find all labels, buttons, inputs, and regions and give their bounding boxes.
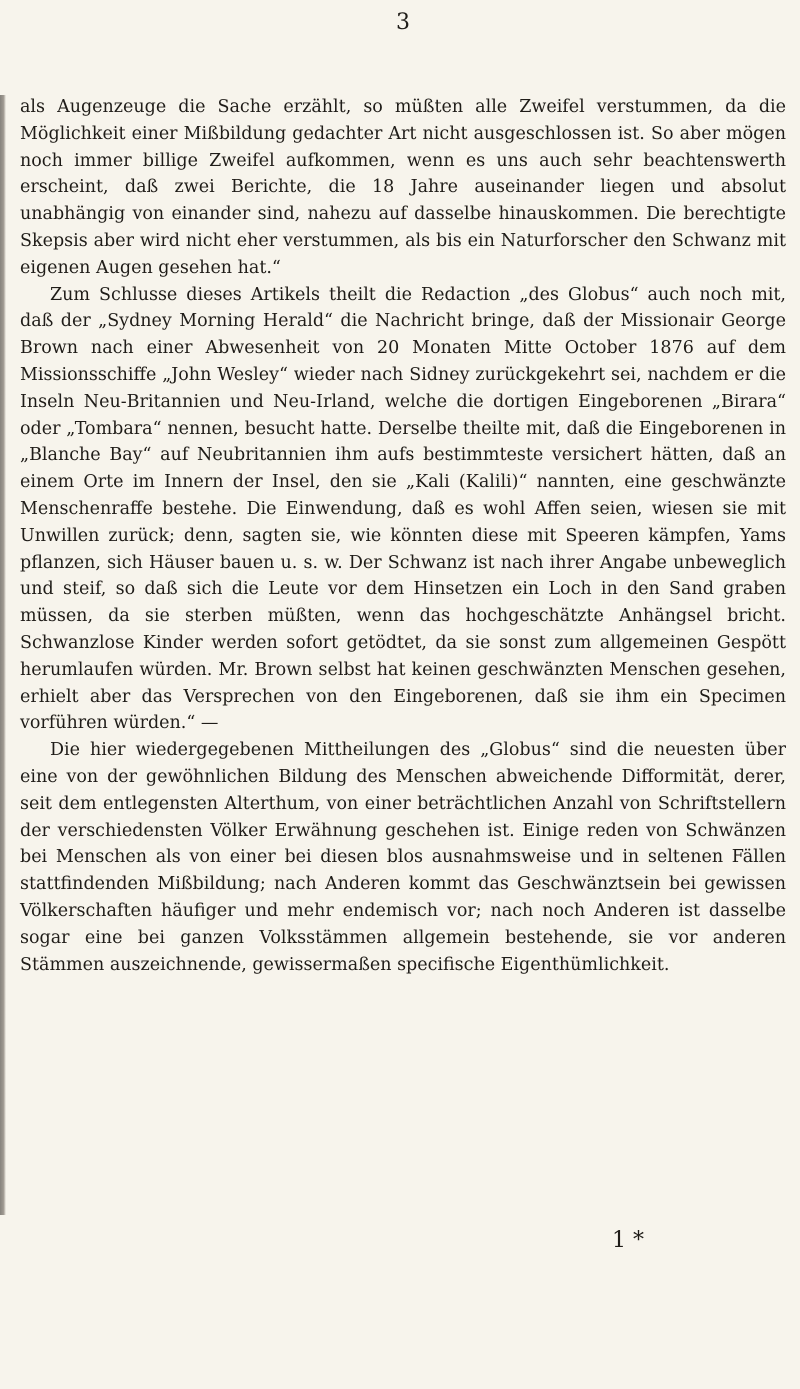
paragraph-2: Zum Schlusse dieses Artikels theilt die Redaction „des Globus“ auch noch mit, daß der „Sydney Morning Herald“ die Nachricht bringe, daß der Missionair George Brown nach einer Abwesenheit von 20 Monaten Mitte October 1876 auf dem Missionsschiffe „John Wesley“ wieder nach Sidney zurückgekehrt sei, nachdem er die Inseln Neu-Britannien und Neu-Irland, welche die dortigen Eingeborenen „Birara“ oder „Tombara“ nennen, besucht hatte. Derselbe theilte mit, daß die Eingeborenen in „Blanche Bay“ auf Neubritannien ihm aufs bestimmteste versichert hätten, daß an einem Orte im Innern der Insel, den sie „Kali (Kalili)“ nannten, eine geschwänzte Menschenraffe bestehe. Die Einwendung, daß es wohl Affen seien, wiesen sie mit Unwillen zurück; denn, sagten sie, wie könnten diese mit Speeren kämpfen, Yams pflanzen, sich Häuser bauen u. s. w. Der Schwanz ist nach ihrer Angabe unbeweglich und steif, so daß sich die Leute vor dem Hinsetzen ein Loch in den Sand graben müssen, da sie sterben müßten, wenn das hochgeschätzte Anhängsel bricht. Schwanzlose Kinder werden sofort getödtet, da sie sonst zum allgemeinen Gespött herumlaufen würden. Mr. Brown selbst hat keinen geschwänzten Menschen gesehen, erhielt aber das Versprechen von den Eingeborenen, daß sie ihm ein Specimen vorführen würden.“ — [20,284,786,734]
body-text [20,94,786,978]
binding-edge-shadow [0,95,6,1215]
paragraph-3: Die hier wiedergegebenen Mittheilungen des „Globus“ sind die neuesten über eine von der gewöhnlichen Bildung des Menschen abweichende Difformität, derer, seit dem entlegensten Alterthum, von einer beträchtlichen Anzahl von Schriftstellern der verschiedensten Völker Erwähnung geschehen ist. Einige reden von Schwänzen bei Menschen als von einer bei diesen blos ausnahmsweise und in seltenen Fällen stattfindenden Mißbildung; nach Anderen kommt das Geschwänztsein bei gewissen Völkerschaften häufiger und mehr endemisch vor; nach noch Anderen ist dasselbe sogar eine bei ganzen Volksstämmen allgemein bestehende, sie vor anderen Stämmen auszeichnende, gewissermaßen specifische Eigenthümlichkeit. [20,740,786,975]
paragraph-1: als Augenzeuge die Sache erzählt, so müßten alle Zweifel verstummen, da die Möglichkeit einer Mißbildung gedachter Art nicht ausgeschlossen ist. So aber mögen noch immer billige Zweifel aufkommen, wenn es uns auch sehr beachtenswerth erscheint, daß zwei Berichte, die 18 Jahre auseinander liegen und absolut unabhängig von einander sind, nahezu auf dasselbe hinauskommen. Die berechtigte Skepsis aber wird nicht eher verstummen, als bis ein Naturforscher den Schwanz mit eigenen Augen gesehen hat.“ [20,97,786,278]
page-marker: 3 [396,10,410,35]
sheet-signature: 1 * [612,1228,644,1253]
